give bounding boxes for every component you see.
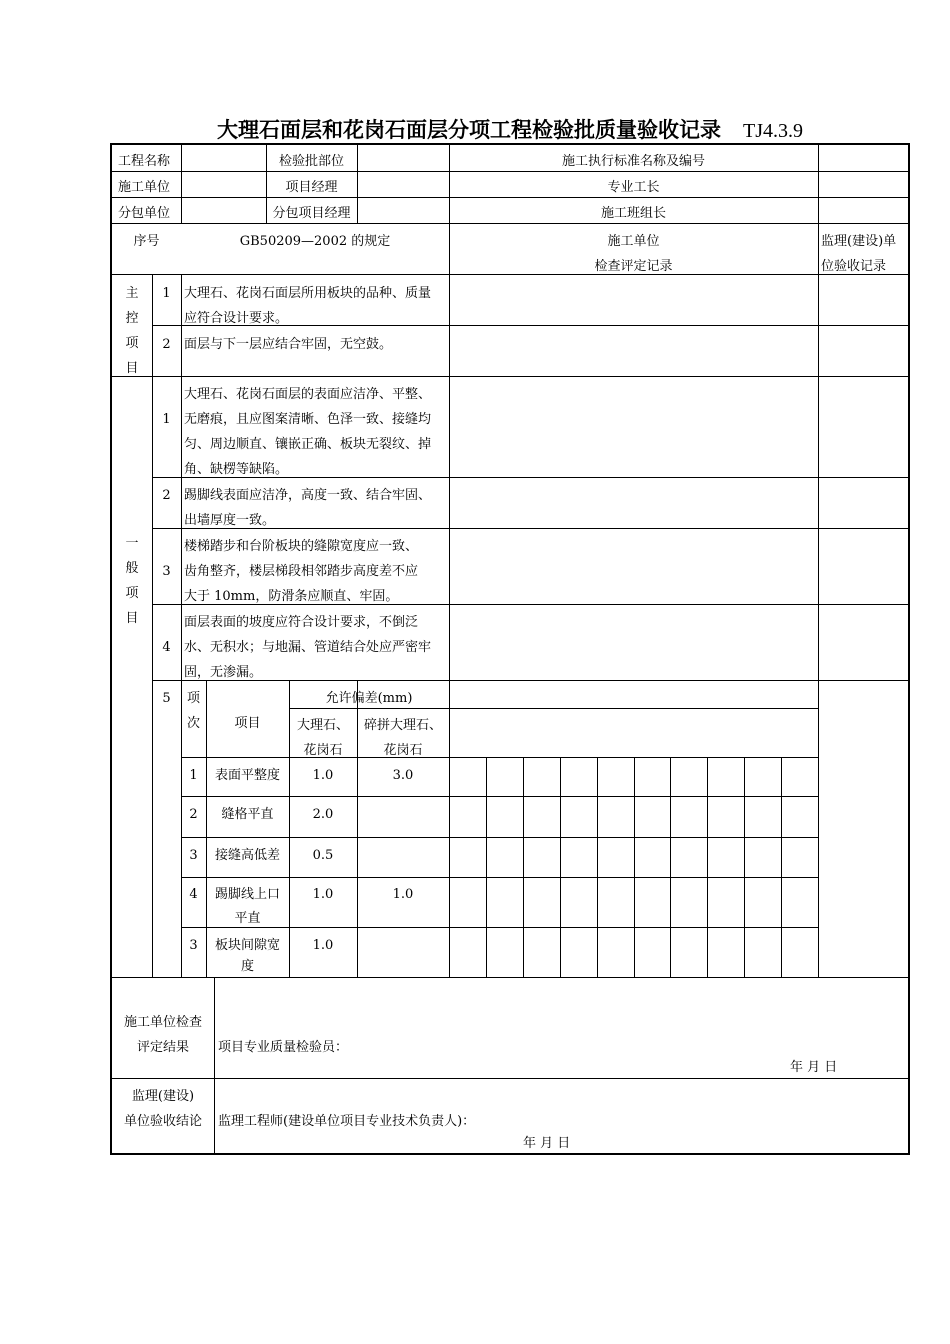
deviation-seq: 3 [189,848,198,863]
label-supervisor-result: 监理(建设) [131,1089,195,1104]
item-number: 2 [162,337,171,352]
date-supervisor: 年 月 日 [523,1136,571,1151]
label-project-name: 工程名称 [118,154,171,169]
item-number: 1 [162,286,171,301]
label-col-marble: 花岗石 [303,743,343,758]
page-title: 大理石面层和花岗石面层分项工程检验批质量验收记录 TJ4.3.9 [217,117,803,142]
label-unit-check: 施工单位 [607,234,660,249]
item-text: 应符合设计要求。 [184,311,289,326]
label-col-item: 项目 [234,716,261,731]
deviation-value-a: 0.5 [312,848,334,863]
label-engineer: 监理工程师(建设单位项目专业技术负责人)： [218,1114,476,1129]
label-supervisor-check: 位验收记录 [821,259,887,274]
label-construction-unit: 施工单位 [118,180,171,195]
item-number: 5 [162,691,171,706]
label-sub-unit: 分包单位 [118,206,171,221]
label-inspection-part: 检验批部位 [278,154,344,169]
label-project-manager: 项目经理 [285,180,338,195]
label-supervisor-result: 单位验收结论 [123,1114,202,1129]
label-team-leader: 施工班组长 [600,206,666,221]
label-col-mosaic: 花岗石 [383,743,423,758]
deviation-value-a: 2.0 [312,807,334,822]
item-number: 1 [162,412,171,427]
label-seq: 序号 [133,234,160,249]
section-label-main: 控 [125,311,139,326]
label-col-seq: 项 [186,691,200,706]
item-number: 3 [162,564,171,579]
item-text: 大理石、花岗石面层的表面应洁净、平整、 [184,387,432,402]
section-label-general: 般 [125,561,139,576]
label-sub-manager: 分包项目经理 [272,206,351,221]
label-unit-check: 检查评定记录 [594,259,673,274]
label-col-mosaic: 碎拼大理石、 [363,718,442,733]
item-text: 角、缺楞等缺陷。 [184,462,289,477]
deviation-item: 表面平整度 [214,768,280,783]
label-standard: 施工执行标准名称及编号 [561,154,705,169]
deviation-item: 缝格平直 [221,807,274,822]
item-text: 匀、周边顺直、镶嵌正确、板块无裂纹、掉 [184,437,432,452]
section-label-general: 一 [125,536,139,551]
deviation-seq: 1 [189,768,198,783]
item-text: 楼梯踏步和台阶板块的缝隙宽度应一致、 [184,539,419,554]
section-label-main: 项 [125,336,139,351]
label-allowed-deviation: 允许偏差(mm) [325,691,413,706]
deviation-item: 平直 [234,911,261,926]
deviation-seq: 2 [189,807,198,822]
item-text: 水、无积水；与地漏、管道结合处应严密牢 [184,640,432,655]
deviation-value-b: 3.0 [392,768,414,783]
label-unit-result: 施工单位检查 [123,1015,202,1030]
label-spec: GB50209—2002 的规定 [239,234,391,249]
item-text: 无磨痕，且应图案清晰、色泽一致、接缝均 [184,412,432,427]
label-supervisor-check: 监理(建设)单 [821,234,897,249]
item-text: 踢脚线表面应洁净，高度一致、结合牢固、 [184,488,432,503]
label-foreman: 专业工长 [607,180,660,195]
section-label-main: 主 [125,286,139,301]
item-text: 面层与下一层应结合牢固，无空鼓。 [184,337,393,352]
item-number: 4 [162,640,171,655]
deviation-value-a: 1.0 [312,887,334,902]
item-number: 2 [162,488,171,503]
label-col-marble: 大理石、 [296,718,349,733]
deviation-value-b: 1.0 [392,887,414,902]
deviation-value-a: 1.0 [312,768,334,783]
label-col-seq: 次 [186,716,200,731]
inspection-form [110,143,910,1155]
label-inspector: 项目专业质量检验员： [218,1040,349,1055]
section-label-main: 目 [125,361,139,376]
label-unit-result: 评定结果 [136,1040,189,1055]
item-text: 面层表面的坡度应符合设计要求，不倒泛 [184,615,419,630]
deviation-item: 踢脚线上口 [214,887,280,902]
deviation-item: 接缝高低差 [214,848,280,863]
item-text: 齿角整齐，楼层梯段相邻踏步高度差不应 [184,564,419,579]
deviation-item: 板块间隙宽 [214,938,280,953]
form-code: TJ4.3.9 [743,120,803,142]
section-label-general: 目 [125,611,139,626]
deviation-item: 度 [240,959,254,974]
deviation-seq: 4 [189,887,198,902]
item-text: 出墙厚度一致。 [184,513,276,528]
item-text: 大理石、花岗石面层所用板块的品种、质量 [184,286,432,301]
section-label-general: 项 [125,586,139,601]
item-text: 固，无渗漏。 [184,665,263,680]
date-unit: 年 月 日 [790,1060,838,1075]
item-text: 大于 10mm，防滑条应顺直、牢固。 [184,589,399,604]
deviation-seq: 3 [189,938,198,953]
deviation-value-a: 1.0 [312,938,334,953]
